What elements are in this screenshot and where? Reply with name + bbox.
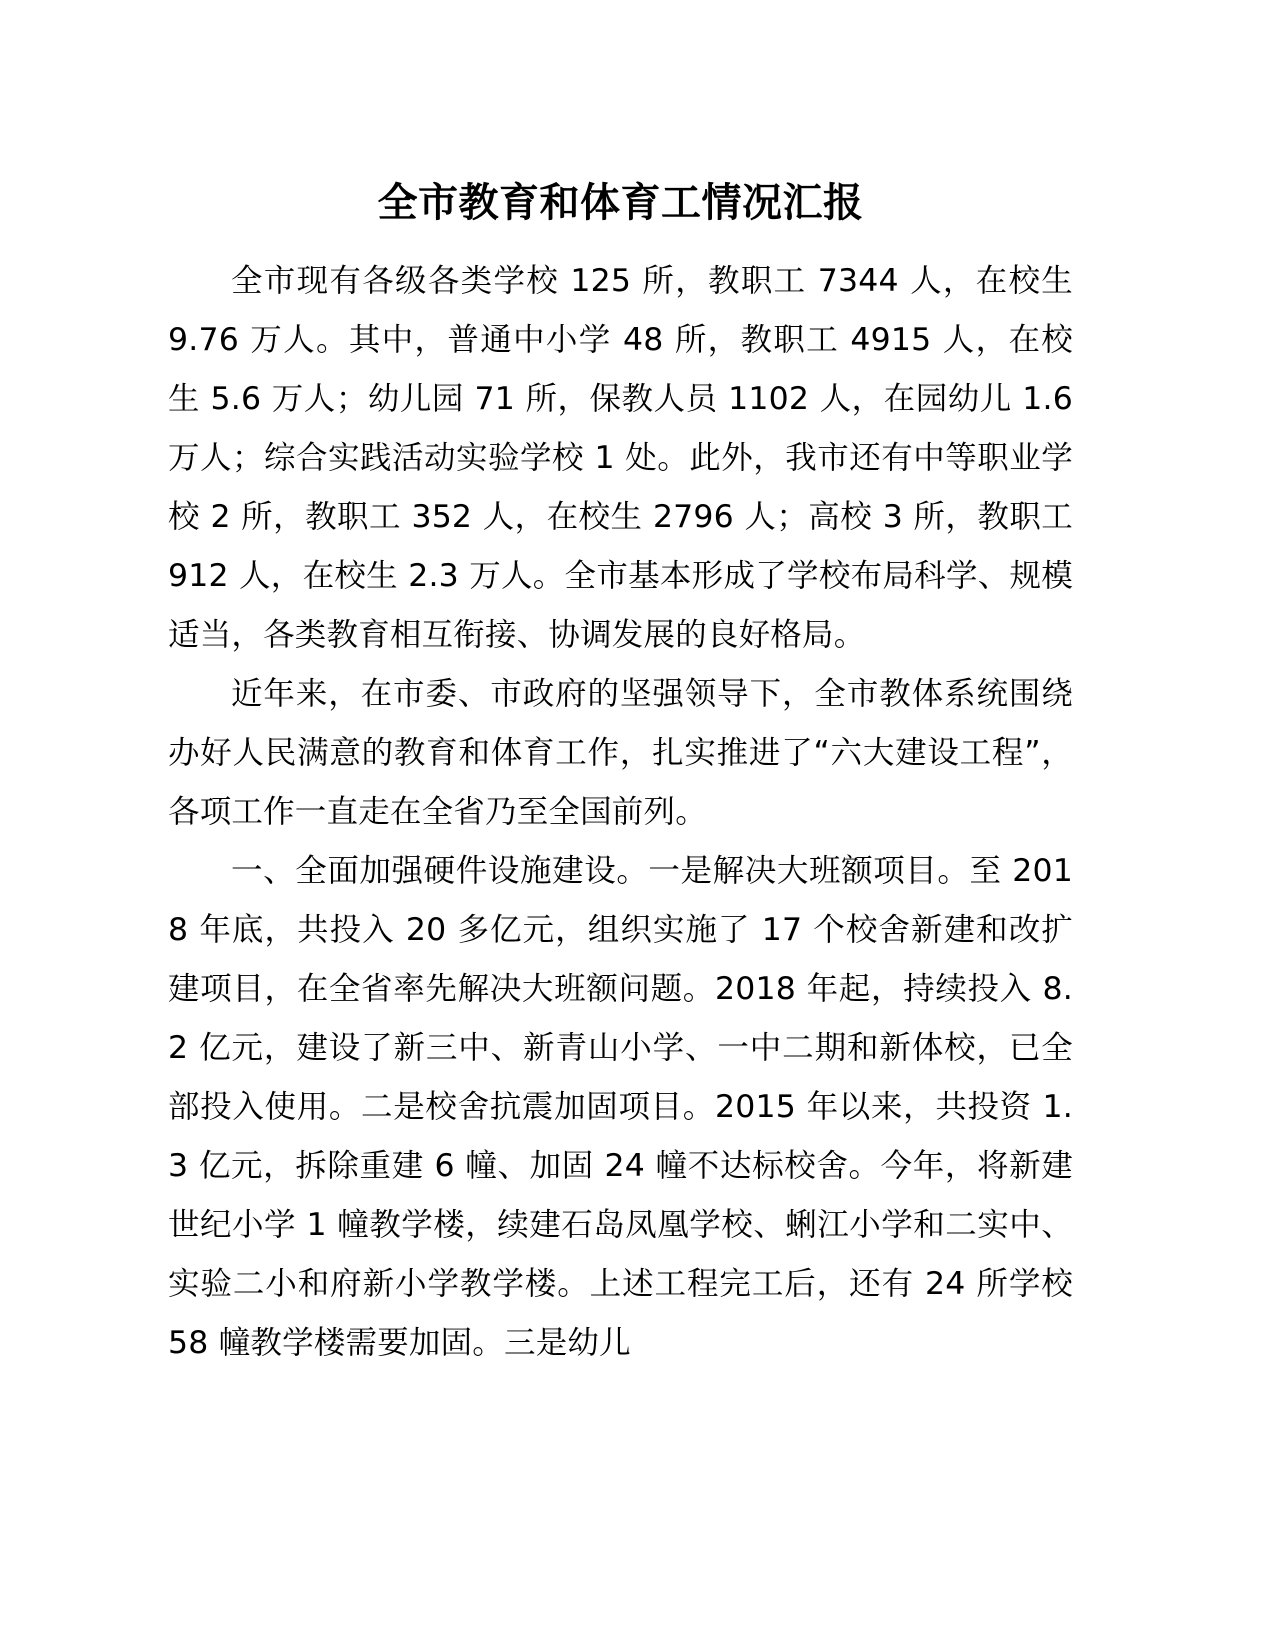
document-content bbox=[168, 176, 1073, 1373]
page-title: 全市教育和体育工情况汇报 bbox=[377, 180, 864, 226]
paragraph-recent-years: 近年来，在市委、市政府的坚强领导下，全市教体系统围绕办好人民满意的教育和体育工作，扎实推进了“六大建设工程”，各项工作一直走在全省乃至全国前列。 bbox=[168, 676, 1073, 830]
paragraph-overview: 全市现有各级各类学校 125 所，教职工 7344 人，在校生 9.76 万人。其中，普通中小学 48 所，教职工 4915 人，在校生 5.6 万人；幼儿园 71 所，保教人员 1102 人，在园幼儿 1.6 万人；综合实践活动实验学校 1 处。此外，我市还有中等职业学校 2 所，教职工 352 人，在校生 2796 人；高校 3 所，教职工 912 人，在校生 2.3 万人。全市基本形成了学校布局科学、规模适当，各类教育相互衔接、协调发展的良好格局。 bbox=[168, 263, 1073, 653]
paragraph-section-one-hardware: 一、全面加强硬件设施建设。一是解决大班额项目。至 2018 年底，共投入 20 多亿元，组织实施了 17 个校舍新建和改扩建项目，在全省率先解决大班额问题。2018 年起，持续投入 8.2 亿元，建设了新三中、新青山小学、一中二期和新体校，已全部投入使用。二是校舍抗震加固项目。2015 年以来，共投资 1.3 亿元，拆除重建 6 幢、加固 24 幢不达标校舍。今年，将新建世纪小学 1 幢教学楼，续建石岛凤凰学校、蜊江小学和二实中、实验二小和府新小学教学楼。上述工程完工后，还有 24 所学校 58 幢教学楼需要加固。三是幼儿 bbox=[168, 853, 1073, 1361]
